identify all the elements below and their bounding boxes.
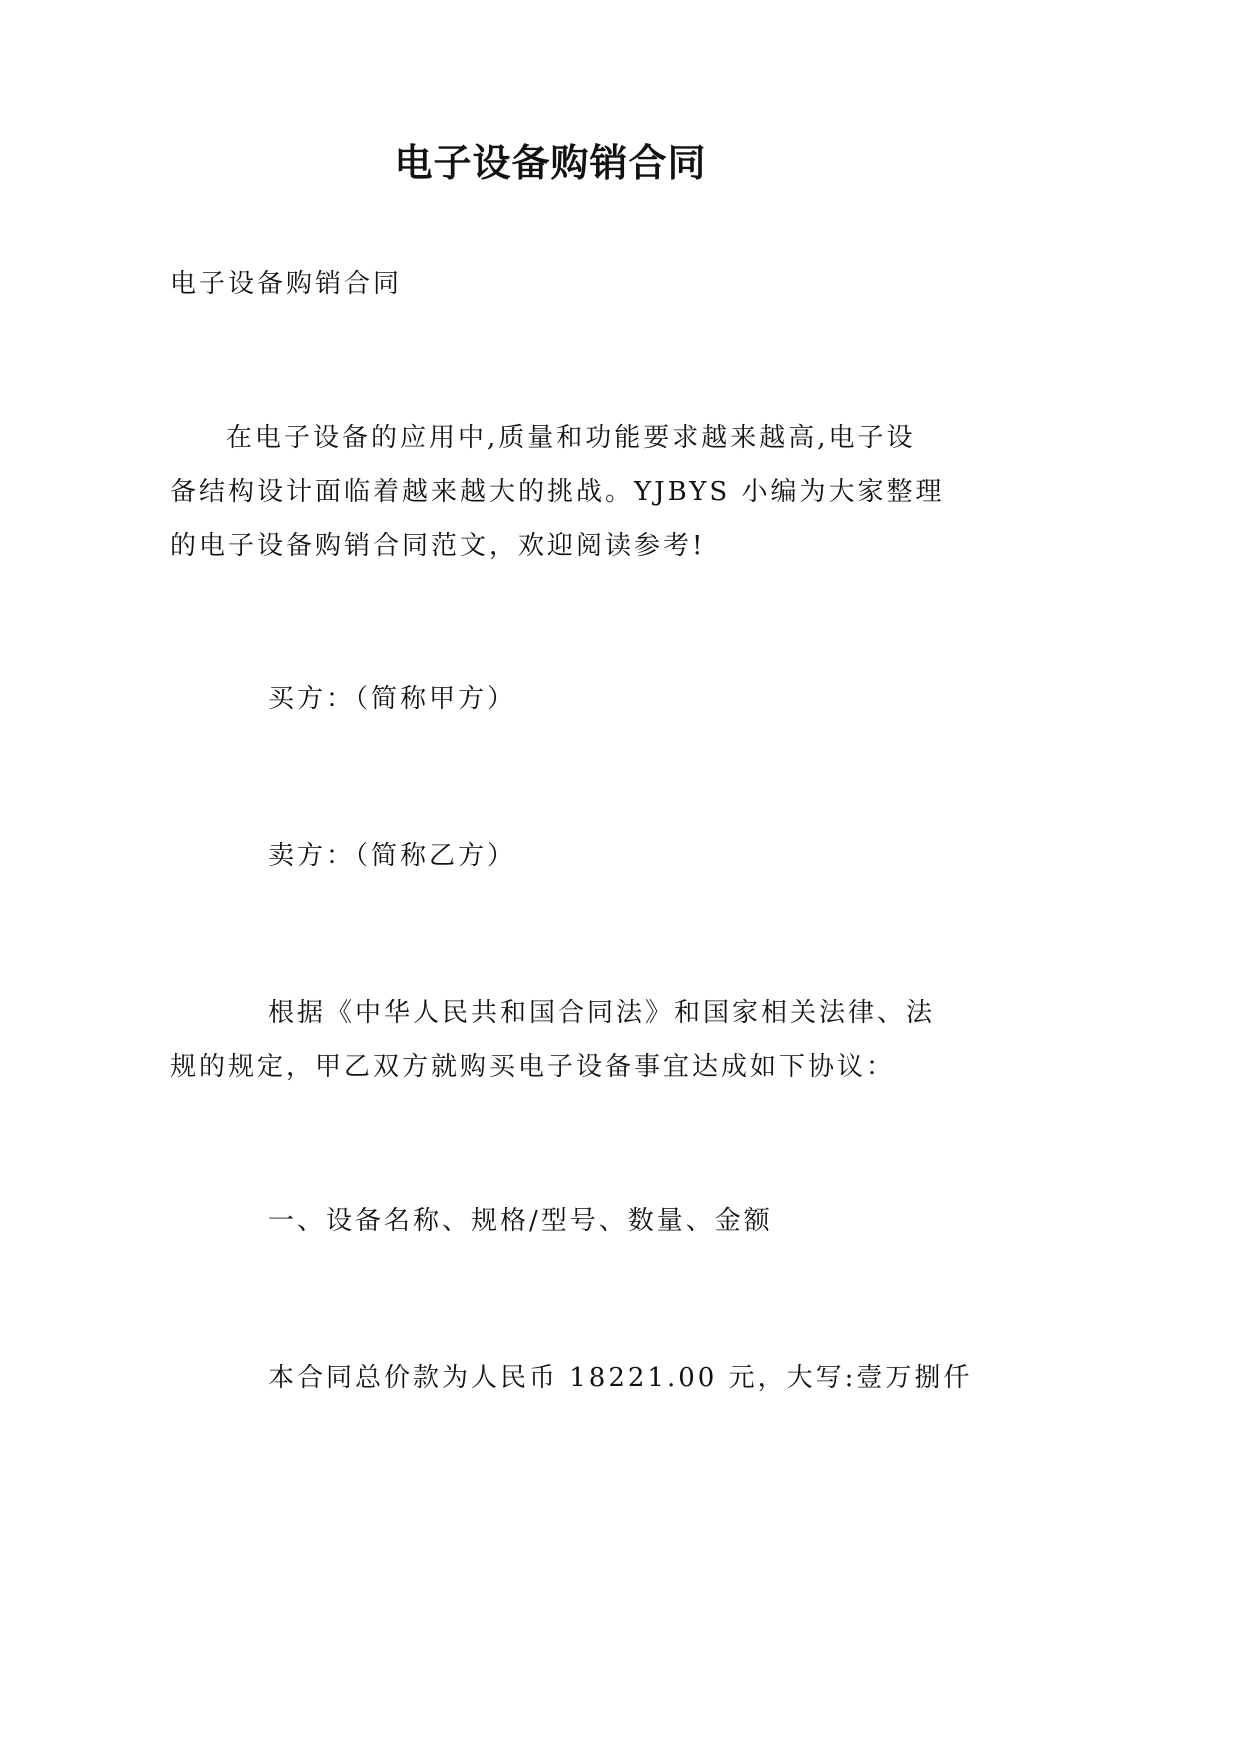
- legal-basis-paragraph: [170, 986, 940, 1094]
- section-heading: 一、设备名称、规格/型号、数量、金额: [268, 1206, 773, 1236]
- intro-paragraph: [170, 411, 945, 573]
- basis-line: 根据《中华人民共和国合同法》和国家相关法律、法: [268, 998, 936, 1028]
- intro-line: 的电子设备购销合同范文，欢迎阅读参考!: [170, 531, 706, 561]
- document-subtitle: 电子设备购销合同: [170, 269, 403, 299]
- price-line: 本合同总价款为人民币 18221.00 元，大写:壹万捌仟: [268, 1363, 973, 1393]
- intro-line: 备结构设计面临着越来越大的挑战。YJBYS 小编为大家整理: [170, 477, 945, 507]
- basis-line: 规的规定，甲乙双方就购买电子设备事宜达成如下协议：: [170, 1052, 896, 1082]
- buyer-line: 买方：（简称甲方）: [268, 684, 517, 714]
- seller-line: 卖方：（简称乙方）: [268, 841, 517, 871]
- document-title: 电子设备购销合同: [394, 141, 707, 185]
- intro-line: 在电子设备的应用中,质量和功能要求越来越高,电子设: [226, 423, 916, 453]
